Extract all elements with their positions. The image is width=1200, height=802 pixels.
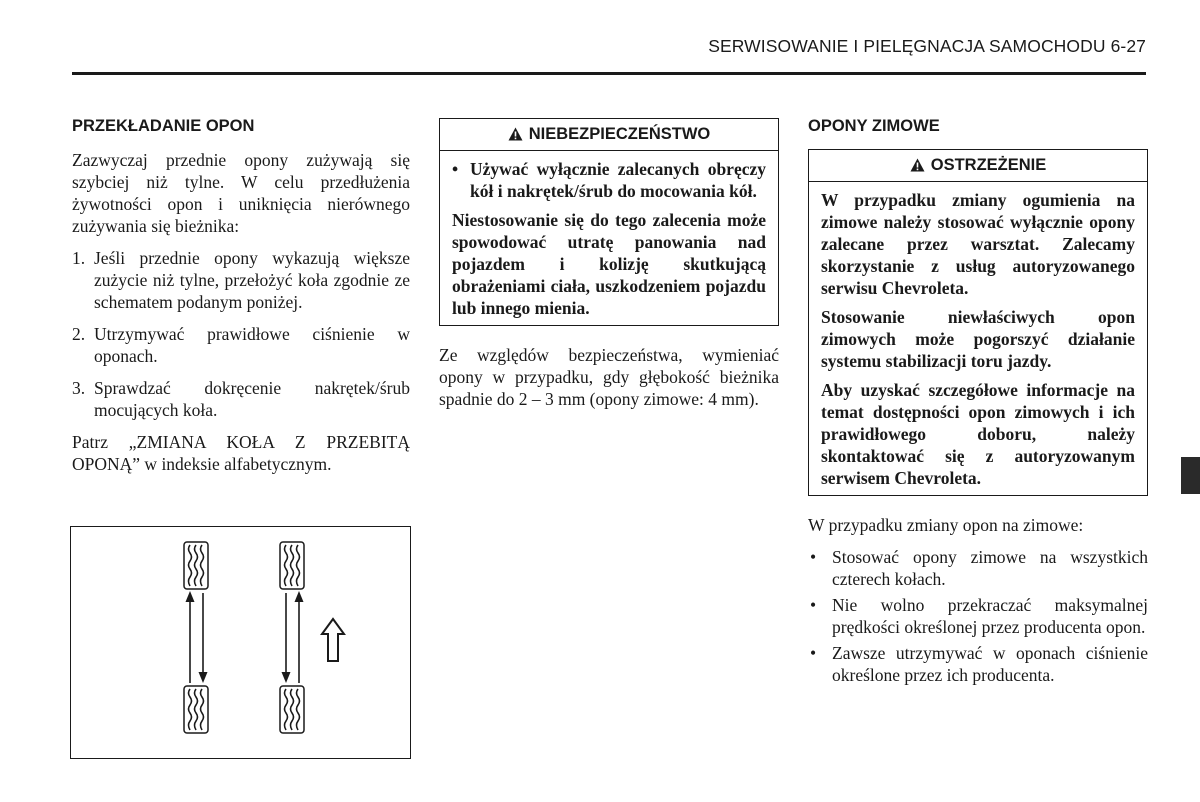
danger-title: NIEBEZPIECZEŃSTWO (528, 125, 711, 143)
danger-text: Niestosowanie się do tego zalecenia może spowodować utratę panowania nad pojazdem i kolizję skutkującą obrażeniami ciała, uszkodzeniem pojazdu lub innego mienia. (452, 210, 766, 318)
winter-bullets (808, 546, 1148, 686)
step-number: 2. (72, 324, 86, 344)
caution-paragraph: Aby uzyskać szczegółowe informacje na temat dostępności opon zimowych i ich prawidłowego doboru, należy skontaktować się z autoryzowanym serwisem Chevroleta. (821, 380, 1135, 488)
warning-triangle-icon (508, 127, 523, 141)
steps-list (72, 247, 410, 421)
danger-header (440, 119, 778, 151)
arrow-down-icon (282, 593, 291, 683)
step-item (72, 323, 410, 367)
step-item (72, 377, 410, 421)
column-winter-tires (808, 112, 1148, 690)
step-number: 1. (72, 248, 86, 268)
intro-paragraph: Zazwyczaj przednie opony zużywają się szybciej niż tylne. W celu przedłużenia żywotności opon i uniknięcia nierównego zużywania się bieżnika: (72, 150, 410, 236)
winter-bullet-item: • Zawsze utrzymywać w oponach ciśnienie określone przez ich producenta. (810, 643, 1148, 685)
column-tire-rotation (72, 112, 410, 485)
winter-bullet-text: Stosować opony zimowe na wszystkich czterech kołach. (832, 547, 1148, 589)
danger-bullets (452, 158, 766, 202)
winter-bullet-text: Nie wolno przekraczać maksymalnej prędkości określonej przez producenta opon. (832, 595, 1148, 637)
caution-body (809, 182, 1147, 495)
arrow-down-icon (199, 593, 208, 683)
tire-icon (184, 542, 208, 589)
caution-box (808, 149, 1148, 496)
step-number: 3. (72, 378, 86, 398)
page-header: SERWISOWANIE I PIELĘGNACJA SAMOCHODU 6-27 (708, 36, 1146, 56)
step-item (72, 247, 410, 313)
step-text: Jeśli przednie opony wykazują większe zużycie niż tylne, przełożyć koła zgodnie ze schematem podanym poniżej. (94, 248, 410, 312)
danger-bullet-text: Używać wyłącznie zalecanych obręczy kół i nakrętek/śrub do mocowania kół. (470, 159, 766, 201)
tire-icon (280, 542, 304, 589)
winter-intro: W przypadku zmiany opon na zimowe: (808, 515, 1084, 535)
reference-paragraph: Patrz „ZMIANA KOŁA Z PRZEBITĄ OPONĄ” w indeksie alfabetycznym. (72, 432, 410, 474)
winter-bullet-item: • Stosować opony zimowe na wszystkich czterech kołach. (810, 547, 1148, 589)
column-warning (439, 118, 779, 420)
section-heading-winter-tires: OPONY ZIMOWE (808, 117, 940, 135)
tire-icon (184, 686, 208, 733)
replacement-paragraph: Ze względów bezpieczeństwa, wymieniać opony w przypadku, gdy głębokość bieżnika spadnie do 2 – 3 mm (opony zimowe: 4 mm). (439, 345, 779, 409)
step-text: Sprawdzać dokręcenie nakrętek/śrub mocujących koła. (94, 378, 410, 420)
chapter-tab (1181, 457, 1200, 494)
winter-bullet-item: • Nie wolno przekraczać maksymalnej prędkości określonej przez producenta opon. (810, 595, 1148, 637)
caution-paragraph: W przypadku zmiany ogumienia na zimowe należy stosować wyłącznie opony zalecane przez warsztat. Zalecamy skorzystanie z usług autoryzowanego serwisu Chevroleta. (821, 190, 1135, 298)
danger-bullet-item: • Używać wyłącznie zalecanych obręczy kół i nakrętek/śrub do mocowania kół. (452, 159, 766, 201)
winter-bullet-text: Zawsze utrzymywać w oponach ciśnienie określone przez ich producenta. (832, 643, 1148, 685)
danger-box (439, 118, 779, 326)
forward-arrow-icon (322, 619, 344, 661)
warning-triangle-icon (910, 158, 925, 172)
tire-rotation-diagram (70, 526, 411, 759)
header-rule (72, 72, 1146, 75)
section-heading-tire-rotation: PRZEKŁADANIE OPON (72, 117, 255, 135)
danger-body (440, 151, 778, 325)
diagram-svg (71, 527, 412, 760)
caution-header (809, 150, 1147, 182)
arrow-up-icon (186, 591, 195, 683)
caution-title: OSTRZEŻENIE (930, 156, 1047, 174)
arrow-up-icon (295, 591, 304, 683)
caution-paragraph: Stosowanie niewłaściwych opon zimowych może pogorszyć działanie systemu stabilizacji toru jazdy. (821, 307, 1135, 371)
step-text: Utrzymywać prawidłowe ciśnienie w oponach. (94, 324, 410, 366)
tire-icon (280, 686, 304, 733)
